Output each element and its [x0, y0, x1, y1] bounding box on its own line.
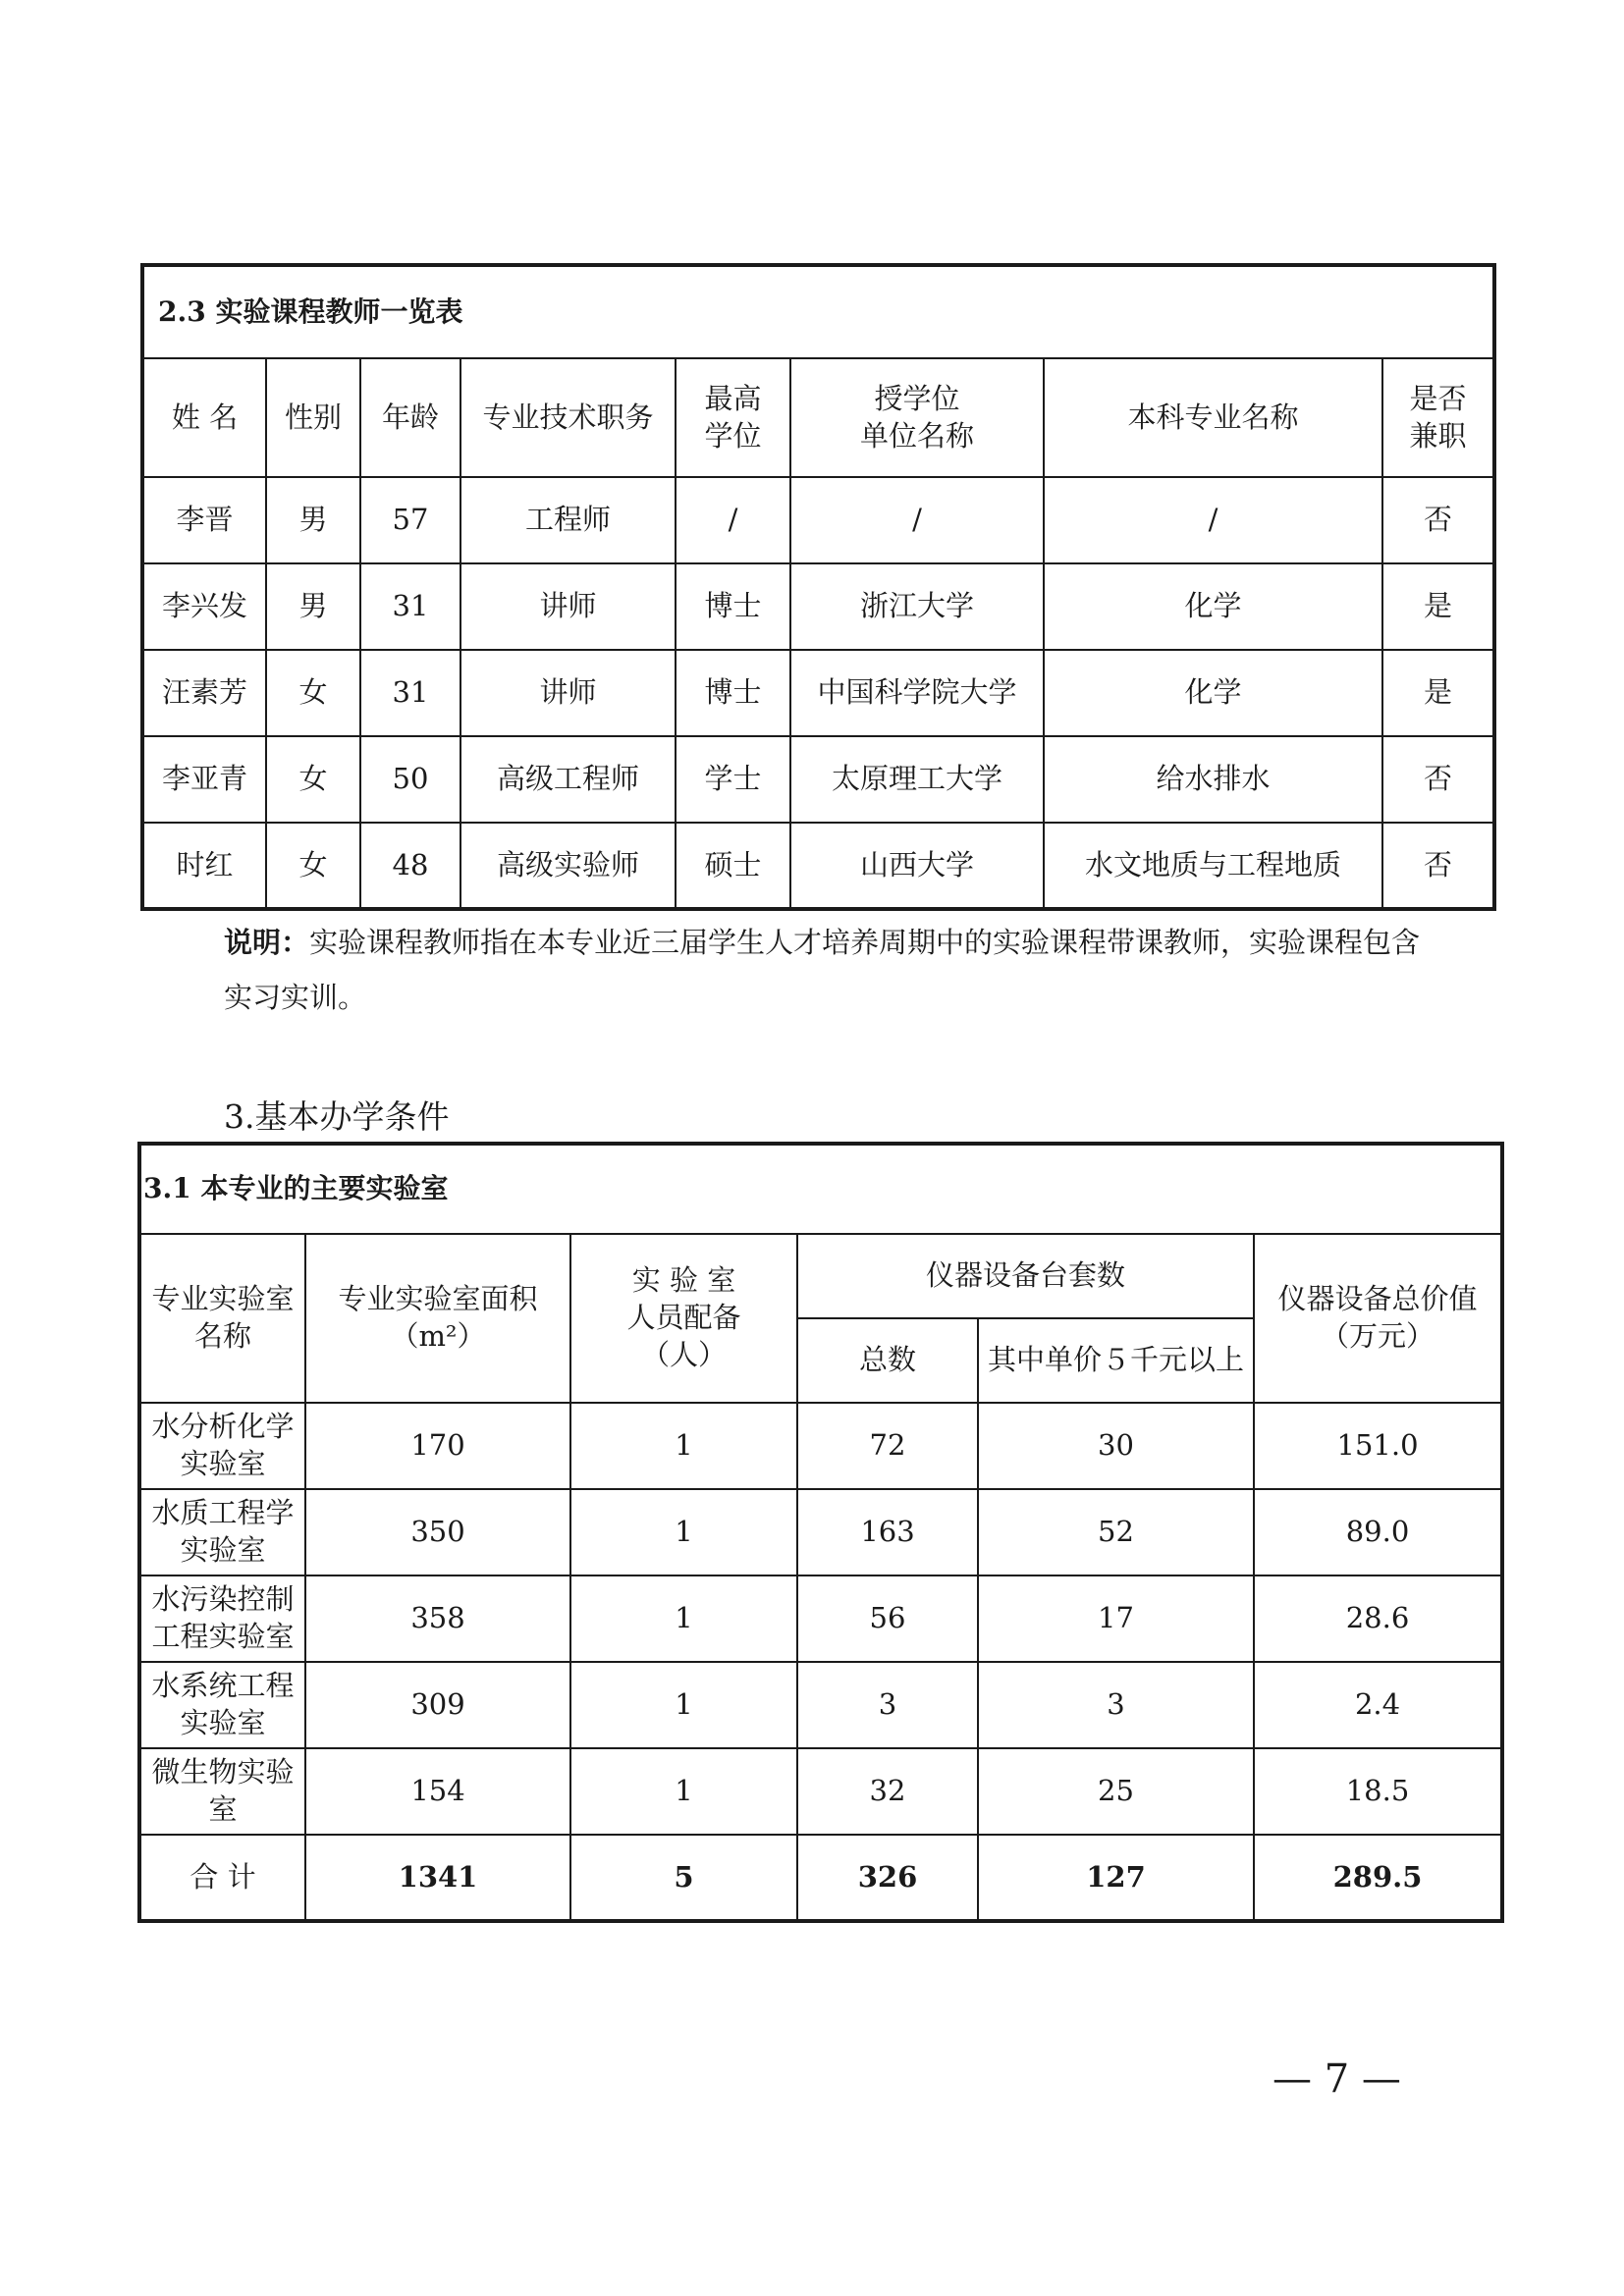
header-total: 总数	[797, 1318, 978, 1403]
table-cell: 32	[797, 1748, 978, 1835]
table-cell: 浙江大学	[790, 563, 1044, 650]
header-name: 姓 名	[142, 358, 266, 477]
teachers-table-header	[142, 358, 1494, 477]
header-equipment-sets: 仪器设备台套数	[797, 1234, 1254, 1318]
table-cell: 28.6	[1254, 1575, 1502, 1662]
table-cell: 30	[978, 1403, 1254, 1489]
table-cell: 17	[978, 1575, 1254, 1662]
table-cell: /	[676, 477, 790, 563]
table-cell: 博士	[676, 650, 790, 736]
table-cell: 女	[266, 736, 360, 823]
table-cell: 太原理工大学	[790, 736, 1044, 823]
table-cell: 1	[570, 1489, 797, 1575]
table-cell: 讲师	[460, 650, 676, 736]
table-cell: 1	[570, 1748, 797, 1835]
table-cell: 是	[1382, 563, 1494, 650]
lab-name-cell: 水分析化学 实验室	[139, 1403, 305, 1489]
table-row	[139, 1403, 1502, 1489]
header-value: 仪器设备总价值 （万元）	[1254, 1234, 1502, 1403]
table-cell: 硕士	[676, 823, 790, 909]
total-cell: 5	[570, 1835, 797, 1921]
table-cell: 高级工程师	[460, 736, 676, 823]
header-gender: 性别	[266, 358, 360, 477]
table-cell: 李兴发	[142, 563, 266, 650]
lab-name-cell: 水质工程学 实验室	[139, 1489, 305, 1575]
table-cell: 350	[305, 1489, 570, 1575]
table-cell: 中国科学院大学	[790, 650, 1044, 736]
header-over5k: 其中单价５千元以上	[978, 1318, 1254, 1403]
total-cell: 289.5	[1254, 1835, 1502, 1921]
total-cell: 1341	[305, 1835, 570, 1921]
table-row	[142, 650, 1494, 736]
header-degree: 最高 学位	[676, 358, 790, 477]
table-cell: 358	[305, 1575, 570, 1662]
table-cell: 25	[978, 1748, 1254, 1835]
table-cell: 李晋	[142, 477, 266, 563]
table-cell: 31	[360, 650, 460, 736]
page-number: — 7 —	[1272, 2056, 1401, 2102]
table-cell: 水文地质与工程地质	[1044, 823, 1382, 909]
table-cell: 女	[266, 650, 360, 736]
table-cell: 72	[797, 1403, 978, 1489]
table-cell: 52	[978, 1489, 1254, 1575]
table-cell: 56	[797, 1575, 978, 1662]
note-text: 实验课程教师指在本专业近三届学生人才培养周期中的实验课程带课教师，实验课程包含实习实训。	[224, 926, 1421, 1014]
note-label: 说明：	[224, 926, 310, 959]
table-row	[139, 1575, 1502, 1662]
header-age: 年龄	[360, 358, 460, 477]
table-cell: 化学	[1044, 650, 1382, 736]
table-cell: 1	[570, 1662, 797, 1748]
table-cell: 151.0	[1254, 1403, 1502, 1489]
table-row	[142, 736, 1494, 823]
header-title: 专业技术职务	[460, 358, 676, 477]
total-cell: 127	[978, 1835, 1254, 1921]
table-cell: 山西大学	[790, 823, 1044, 909]
table-cell: 工程师	[460, 477, 676, 563]
table-cell: 学士	[676, 736, 790, 823]
total-label: 合 计	[139, 1835, 305, 1921]
labs-table	[137, 1142, 1504, 1923]
table-cell: 31	[360, 563, 460, 650]
table-cell: 57	[360, 477, 460, 563]
table-cell: 170	[305, 1403, 570, 1489]
table-cell: 博士	[676, 563, 790, 650]
table-row	[139, 1748, 1502, 1835]
teachers-table	[140, 263, 1496, 911]
teachers-table-title: 2.3 实验课程教师一览表	[142, 265, 1494, 358]
lab-name-cell: 微生物实验 室	[139, 1748, 305, 1835]
table-cell: 18.5	[1254, 1748, 1502, 1835]
section-heading: 3.基本办学条件	[224, 1097, 450, 1136]
header-staff: 实 验 室 人员配备 （人）	[570, 1234, 797, 1403]
table-note	[224, 915, 1441, 1025]
table-cell: 是	[1382, 650, 1494, 736]
table-cell: 否	[1382, 823, 1494, 909]
table-cell: 男	[266, 563, 360, 650]
table-cell: 89.0	[1254, 1489, 1502, 1575]
total-cell: 326	[797, 1835, 978, 1921]
table-cell: 化学	[1044, 563, 1382, 650]
table-cell: 女	[266, 823, 360, 909]
table-row	[142, 823, 1494, 909]
table-cell: 48	[360, 823, 460, 909]
table-cell: 163	[797, 1489, 978, 1575]
lab-name-cell: 水系统工程 实验室	[139, 1662, 305, 1748]
labs-table-title: 3.1 本专业的主要实验室	[139, 1144, 1502, 1234]
header-institution: 授学位 单位名称	[790, 358, 1044, 477]
table-cell: 时红	[142, 823, 266, 909]
table-cell: /	[790, 477, 1044, 563]
table-row	[139, 1489, 1502, 1575]
table-cell: 2.4	[1254, 1662, 1502, 1748]
table-cell: 讲师	[460, 563, 676, 650]
table-cell: 男	[266, 477, 360, 563]
table-cell: 否	[1382, 477, 1494, 563]
table-cell: 否	[1382, 736, 1494, 823]
header-major: 本科专业名称	[1044, 358, 1382, 477]
table-cell: 1	[570, 1575, 797, 1662]
table-cell: 50	[360, 736, 460, 823]
table-row	[142, 563, 1494, 650]
total-row	[139, 1835, 1502, 1921]
table-cell: /	[1044, 477, 1382, 563]
table-cell: 给水排水	[1044, 736, 1382, 823]
table-cell: 汪素芳	[142, 650, 266, 736]
table-cell: 3	[797, 1662, 978, 1748]
table-cell: 309	[305, 1662, 570, 1748]
labs-table-header-1	[139, 1234, 1502, 1318]
table-cell: 李亚青	[142, 736, 266, 823]
table-row	[139, 1662, 1502, 1748]
table-cell: 高级实验师	[460, 823, 676, 909]
table-cell: 3	[978, 1662, 1254, 1748]
header-lab-name: 专业实验室 名称	[139, 1234, 305, 1403]
table-cell: 154	[305, 1748, 570, 1835]
header-area: 专业实验室面积 （m²）	[305, 1234, 570, 1403]
table-cell: 1	[570, 1403, 797, 1489]
table-row	[142, 477, 1494, 563]
header-parttime: 是否 兼职	[1382, 358, 1494, 477]
lab-name-cell: 水污染控制 工程实验室	[139, 1575, 305, 1662]
